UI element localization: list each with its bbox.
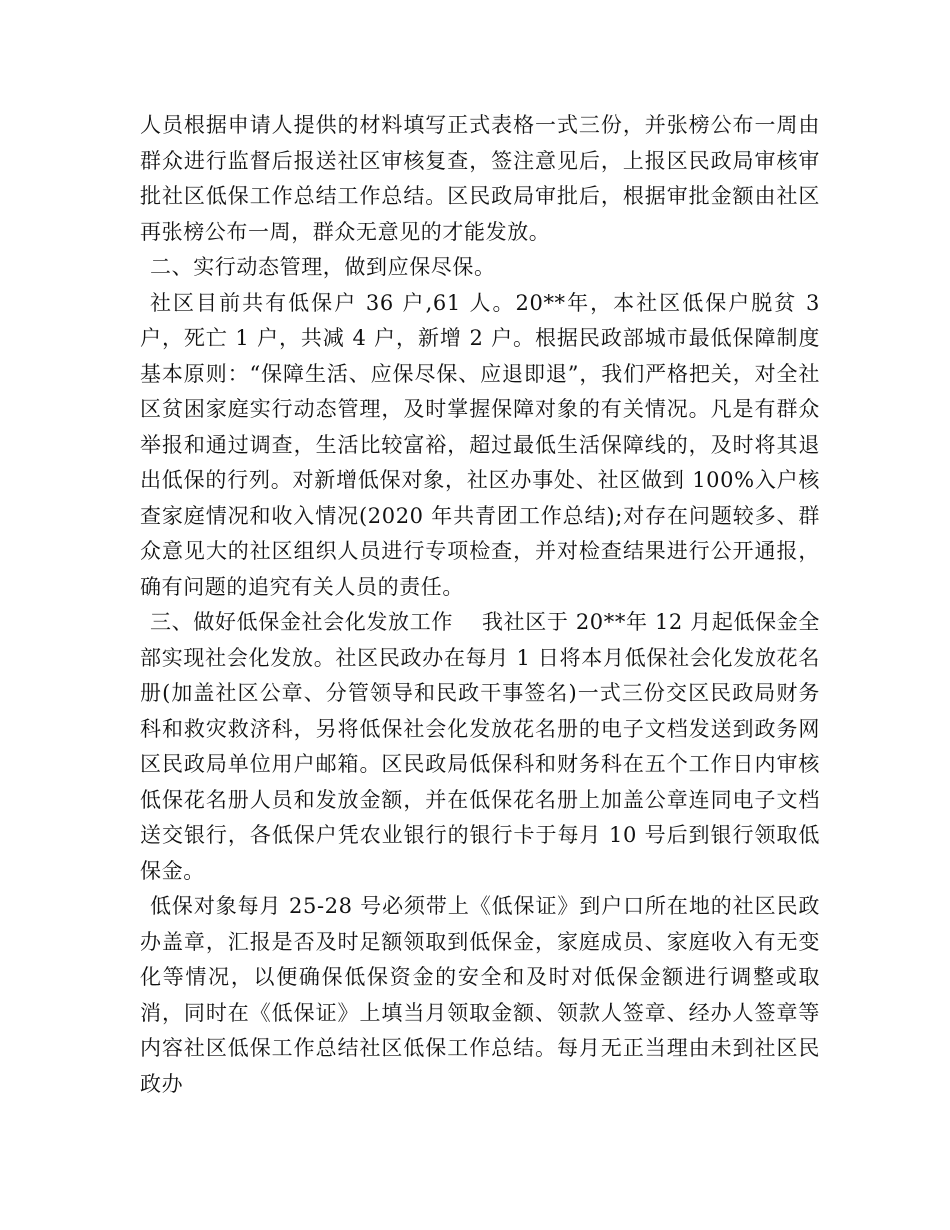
paragraph-dynamic-management: 社区目前共有低保户 36 户,61 人。20**年，本社区低保户脱贫 3 户，死亡 1 户，共减 4 户，新增 2 户。根据民政部城市最低保障制度基本原则：“保障生活、应保尽保、应退即退”，我们严格把关，对全社区贫困家庭实行动态管理，及时掌握保障对象的有关情况。凡是有群众举报和通过调查，生活比较富裕，超过最低生活保障线的，及时将其退出低保的行列。对新增低保对象，社区办事处、社区做到 100%入户核查家庭情况和收入情况(2020 年共青团工作总结);对存在问题较多、群众意见大的社区组织人员进行专项检查，并对检查结果进行公开通报，确有问题的追究有关人员的责任。 <box>140 290 820 599</box>
paragraph-social-distribution: 三、做好低保金社会化发放工作 我社区于 20**年 12 月起低保金全部实现社会化发放。社区民政办在每月 1 日将本月低保社会化发放花名册(加盖社区公章、分管领导和民政干事签名)一式三份交区民政局财务科和救灾救济科，另将低保社会化发放花名册的电子文档发送到政务网区民政局单位用户邮箱。区民政局低保科和财务科在五个工作日内审核低保花名册人员和发放金额，并在低保花名册上加盖公章连同电子文档送交银行，各低保户凭农业银行的银行卡于每月 10 号后到银行领取低保金。 <box>140 610 820 883</box>
paragraph-application-process: 人员根据申请人提供的材料填写正式表格一式三份，并张榜公布一周由群众进行监督后报送社区审核复查，签注意见后，上报区民政局审核审批社区低保工作总结工作总结。区民政局审批后，根据审批金额由社区再张榜公布一周，群众无意见的才能发放。 <box>140 113 820 244</box>
heading-dynamic-management: 二、实行动态管理，做到应保尽保。 <box>150 255 496 279</box>
document-body <box>140 108 820 1102</box>
paragraph-monthly-stamping: 低保对象每月 25-28 号必须带上《低保证》到户口所在地的社区民政办盖章，汇报是否及时足额领取到低保金，家庭成员、家庭收入有无变化等情况，以便确保低保资金的安全和及时对低保金额进行调整或取消，同时在《低保证》上填当月领取金额、领款人签章、经办人签章等内容社区低保工作总结社区低保工作总结。每月无正当理由未到社区民政办 <box>140 894 820 1096</box>
